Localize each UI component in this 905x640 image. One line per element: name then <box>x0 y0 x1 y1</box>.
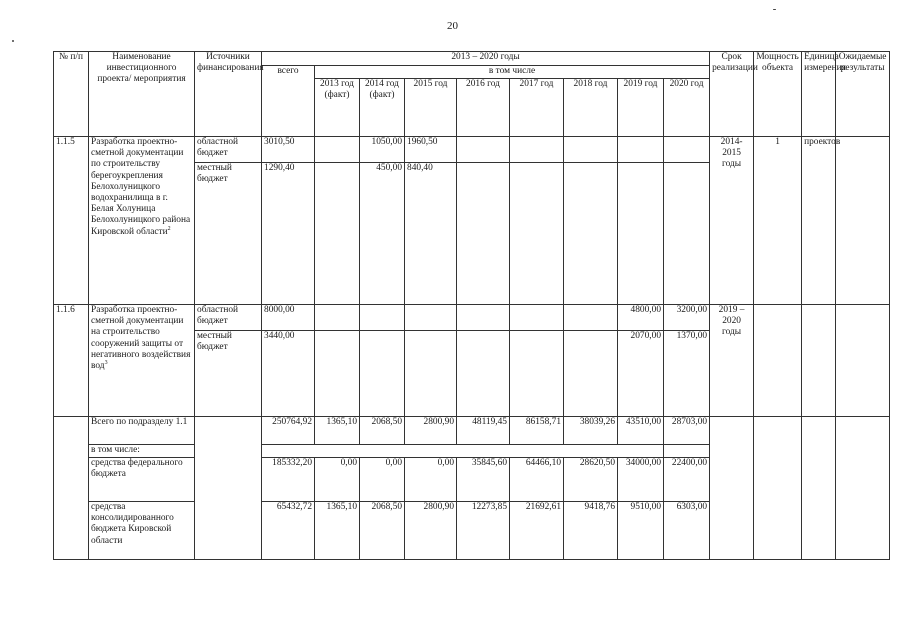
value-cell: 28703,00 <box>664 417 710 445</box>
value-cell <box>564 305 618 331</box>
value-cell <box>564 137 618 163</box>
results-cell <box>836 137 890 305</box>
header-term: Срок реализации <box>710 52 754 137</box>
project-name: Разработка проектно-сметной документации на строительство сооружений защиты от негативного воздействия вод$^3$ <box>89 305 195 417</box>
value-cell <box>360 305 405 331</box>
value-cell: 43510,00 <box>618 417 664 445</box>
header-year: 2019 год <box>618 79 664 137</box>
page-number: 20 <box>447 20 458 32</box>
results-cell <box>836 305 890 417</box>
value-cell <box>510 305 564 331</box>
totals-capacity-cell <box>754 417 802 560</box>
totals-incl-label: в том числе: <box>89 445 664 458</box>
source-cell: областной бюджет <box>195 137 262 163</box>
value-cell <box>360 331 405 417</box>
term-cell: 2019 – 2020 годы <box>710 305 754 417</box>
term-cell: 2014-2015 годы <box>710 137 754 305</box>
value-cell: 21692,61 <box>510 502 564 560</box>
value-cell <box>510 331 564 417</box>
capacity-cell: 1 <box>754 137 802 305</box>
value-cell <box>457 163 510 305</box>
project-num: 1.1.6 <box>54 305 89 417</box>
value-cell: 840,40 <box>405 163 457 305</box>
header-capacity: Мощность объекта <box>754 52 802 137</box>
value-cell <box>405 305 457 331</box>
value-cell: 3440,00 <box>262 331 315 417</box>
header-year: 2018 год <box>564 79 618 137</box>
source-cell: местный бюджет <box>195 331 262 417</box>
scan-speck <box>773 9 776 10</box>
value-cell: 2070,00 <box>618 331 664 417</box>
value-cell <box>457 137 510 163</box>
header-year: 2015 год <box>405 79 457 137</box>
value-cell: 1050,00 <box>360 137 405 163</box>
value-cell <box>618 137 664 163</box>
value-cell: 250764,92 <box>262 417 315 445</box>
value-cell: 2068,50 <box>360 502 405 560</box>
value-cell: 12273,85 <box>457 502 510 560</box>
source-cell: местный бюджет <box>195 163 262 305</box>
value-cell: 48119,45 <box>457 417 510 445</box>
consolidated-label: средства консолидированного бюджета Кировской области <box>89 502 195 560</box>
value-cell: 3010,50 <box>262 137 315 163</box>
value-cell: 0,00 <box>315 458 360 502</box>
value-cell: 1365,10 <box>315 502 360 560</box>
value-cell: 4800,00 <box>618 305 664 331</box>
value-cell <box>315 331 360 417</box>
value-cell: 2800,90 <box>405 417 457 445</box>
header-incl: в том числе <box>315 66 710 79</box>
value-cell <box>664 163 710 305</box>
value-cell: 450,00 <box>360 163 405 305</box>
value-cell <box>457 331 510 417</box>
value-cell: 1290,40 <box>262 163 315 305</box>
totals-num-cell <box>54 417 89 560</box>
value-cell <box>564 163 618 305</box>
unit-cell <box>802 305 836 417</box>
totals-results-cell <box>836 417 890 560</box>
header-year: 2017 год <box>510 79 564 137</box>
totals-source-cell <box>195 417 262 560</box>
value-cell: 0,00 <box>360 458 405 502</box>
value-cell: 185332,20 <box>262 458 315 502</box>
value-cell: 2800,90 <box>405 502 457 560</box>
investment-table <box>53 51 890 560</box>
totals-label: Всего по подразделу 1.1 <box>89 417 195 445</box>
value-cell: 28620,50 <box>564 458 618 502</box>
value-cell <box>457 305 510 331</box>
value-cell: 64466,10 <box>510 458 564 502</box>
federal-label: средства федерального бюджета <box>89 458 195 502</box>
value-cell <box>405 331 457 417</box>
header-unit: Единица измерения <box>802 52 836 137</box>
project-name: Разработка проектно-сметной документации по строительству берегоукрепления Белохолуницкого водохранилища в г. Белая Холуница Белохолуницкого района Кировской области$^2$ <box>89 137 195 305</box>
value-cell: 35845,60 <box>457 458 510 502</box>
value-cell: 6303,00 <box>664 502 710 560</box>
value-cell: 0,00 <box>405 458 457 502</box>
capacity-cell <box>754 305 802 417</box>
value-cell: 86158,71 <box>510 417 564 445</box>
value-cell: 9510,00 <box>618 502 664 560</box>
value-cell <box>510 163 564 305</box>
value-cell <box>315 137 360 163</box>
scan-speck <box>12 40 14 42</box>
header-year: 2020 год <box>664 79 710 137</box>
header-period: 2013 – 2020 годы <box>262 52 710 66</box>
value-cell <box>618 163 664 305</box>
value-cell: 2068,50 <box>360 417 405 445</box>
value-cell: 9418,76 <box>564 502 618 560</box>
header-year: 2016 год <box>457 79 510 137</box>
value-cell <box>564 331 618 417</box>
header-source: Источники финансирования <box>195 52 262 137</box>
value-cell <box>664 137 710 163</box>
value-cell <box>315 163 360 305</box>
value-cell: 1365,10 <box>315 417 360 445</box>
value-cell: 38039,26 <box>564 417 618 445</box>
header-num: № п/п <box>54 52 89 137</box>
totals-term-cell <box>710 417 754 560</box>
value-cell: 1960,50 <box>405 137 457 163</box>
value-cell: 34000,00 <box>618 458 664 502</box>
value-cell <box>510 137 564 163</box>
header-year: 2014 год (факт) <box>360 79 405 137</box>
value-cell: 3200,00 <box>664 305 710 331</box>
value-cell: 8000,00 <box>262 305 315 331</box>
value-cell <box>315 305 360 331</box>
header-results: Ожидаемые результаты <box>836 52 890 137</box>
source-cell: областной бюджет <box>195 305 262 331</box>
project-num: 1.1.5 <box>54 137 89 305</box>
header-total: всего <box>262 66 315 137</box>
unit-cell: проектов <box>802 137 836 305</box>
value-cell: 22400,00 <box>664 458 710 502</box>
value-cell: 65432,72 <box>262 502 315 560</box>
totals-unit-cell <box>802 417 836 560</box>
value-cell: 1370,00 <box>664 331 710 417</box>
header-name: Наименование инвестиционного проекта/ мероприятия <box>89 52 195 137</box>
header-year: 2013 год (факт) <box>315 79 360 137</box>
